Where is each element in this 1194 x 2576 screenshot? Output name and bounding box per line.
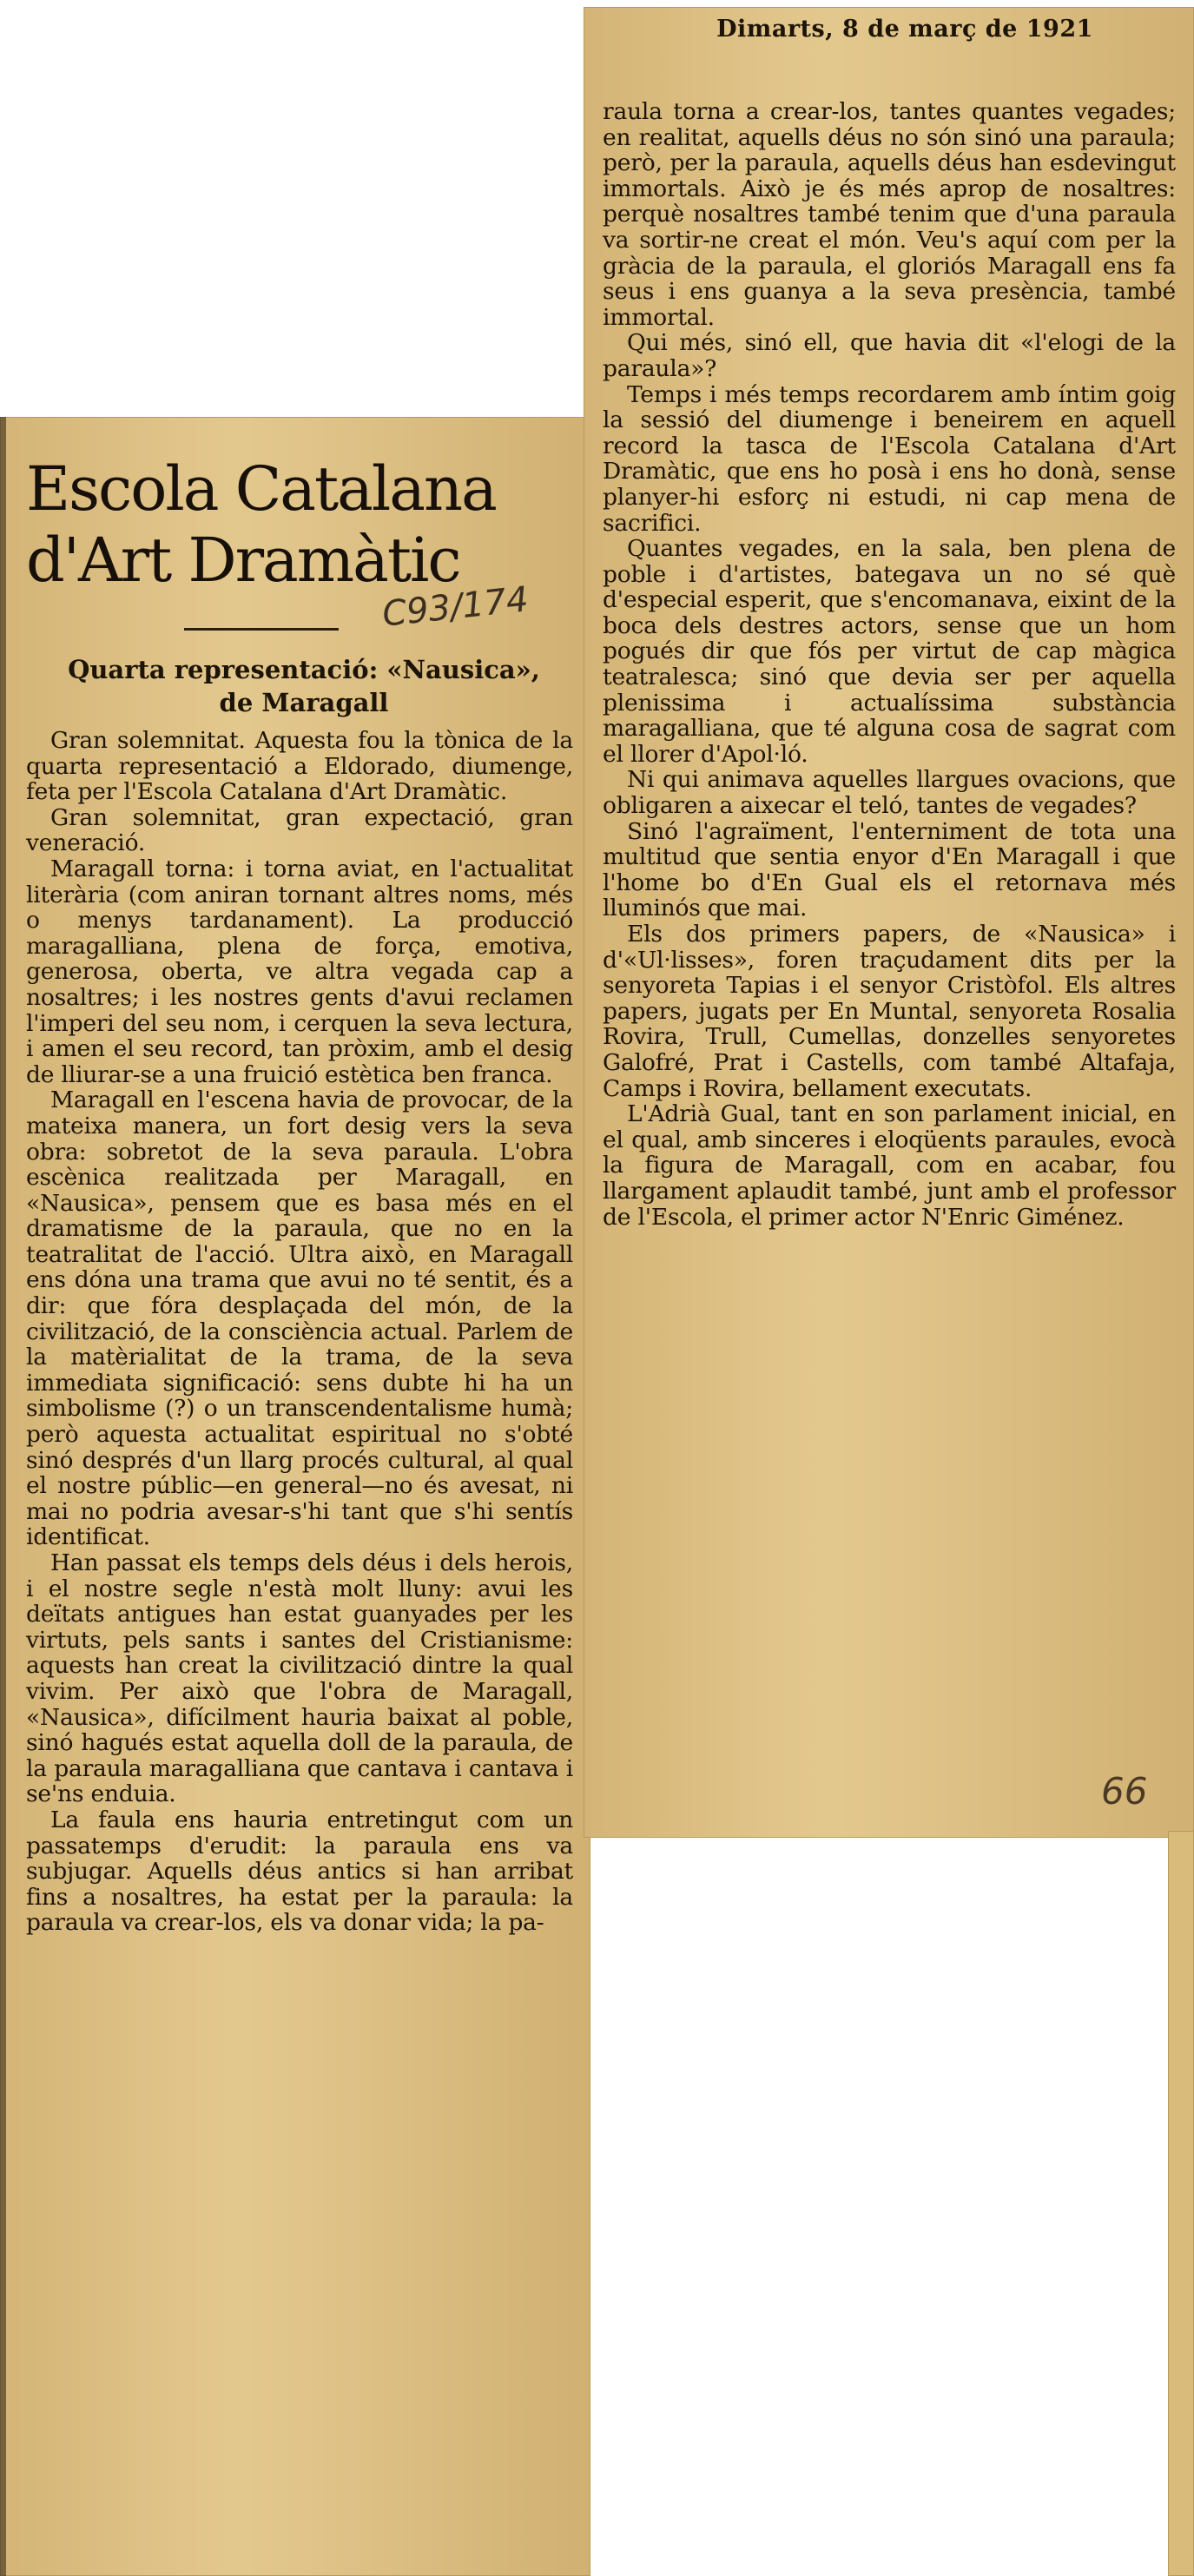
- subheading-line-1: Quarta representació: «Nausica»,: [68, 655, 540, 684]
- headline-line-1: Escola Catalana: [26, 453, 496, 525]
- paragraph: Maragall torna: i torna aviat, en l'actualitat literària (com aniran tornant altres noms, més o menys tardanament). La producció maragalliana, plena de força, emotiva, generosa, oberta, ve altra vegada cap a nosaltres; i les nostres gents d'avui reclamen l'imperi del seu nom, i cerquen la seva lectura, i amen el seu record, tan pròxim, amb el desig de lliurar-se a una fruició estètica ben franca.: [26, 855, 573, 1088]
- paragraph: raula torna a crear-los, tantes quantes vegades; en realitat, aquells déus no són sinó una paraula; però, per la paraula, aquells déus han esdevingut immortals. Això je és més aprop de nosaltres: perquè nosaltres també tenim que d'una paraula va sortir-ne creat el món. Veu's aquí com per la gràcia de la paraula, el gloriós Maragall ens fa seus i ens guanya a la seva presència, també immortal.: [603, 98, 1176, 331]
- paragraph: Gran solemnitat, gran expectació, gran veneració.: [26, 803, 573, 857]
- handwritten-page-number: 66: [1101, 1770, 1148, 1813]
- dateline: Dimarts, 8 de març de 1921: [716, 16, 1093, 43]
- article-clipping-left: [0, 417, 590, 2576]
- paragraph: La faula ens hauria entretingut com un passatemps d'erudit: la paraula ens va subjugar. Aquells déus antics si han arribat fins a nosaltres, ha estat per la paraula: la paraula va crear-los, els va donar vida; la pa-: [26, 1806, 573, 1937]
- paragraph: Han passat els temps dels déus i dels herois, i el nostre segle n'està molt lluny: avui les deïtats antigues han estat guanyades per les virtuts, pels sants i santes del Cristianisme: aquests han creat la civilització dintre la qual vivim. Per això que l'obra de Maragall, «Nausica», difícilment hauria baixat al poble, sinó hagués estat aquella doll de la paraula, de la paraula maragalliana que cantava i cantava i se'ns enduia.: [26, 1549, 573, 1808]
- paragraph: Maragall en l'escena havia de provocar, de la mateixa manera, un fort desig vers la seva obra: sobretot de la seva paraula. L'obra escènica realitzada per Maragall, en «Nausica», pensem que es basa més en el dramatisme de la paraula, que no en la teatralitat de l'acció. Ultra això, en Maragall ens dóna una trama que avui no té sentit, és a dir: que fóra desplaçada del món, de la civilització, de la consciència actual. Parlem de la matèrialitat de la trama, de la seva immediata significació: sens dubte hi ha un simbolisme (?) o un transcendentalisme humà; però aquesta actualitat espiritual no s'obté sinó després d'un llarg procés cultural, al qual el nostre públic—en general—no és avesat, ni mai no podria avesar-s'hi tant que s'hi sentís identificat.: [26, 1087, 573, 1551]
- article-clipping-right: [584, 7, 1194, 1838]
- column-rule: [0, 417, 6, 2576]
- clipping-edge-strip: [1168, 1831, 1194, 2576]
- handwritten-archive-mark: C93/174: [380, 579, 531, 635]
- left-column-text: [26, 728, 573, 1936]
- subheading: [26, 653, 582, 719]
- paragraph: Els dos primers papers, de «Nausica» i d'«Ul·lisses», foren traçudament dits per la senyoreta Tapias i el senyor Cristòfol. Els altres papers, jugats per En Muntal, senyoreta Rosalia Rovira, Trull, Cumellas, donzelles senyoretes Galofré, Prat i Castells, com també Altafaja, Camps i Rovira, bellament executats.: [603, 921, 1176, 1102]
- paragraph: Qui més, sinó ell, que havia dit «l'elogi de la paraula»?: [603, 329, 1176, 382]
- subheading-line-2: de Maragall: [219, 688, 389, 717]
- paragraph: Quantes vegades, en la sala, ben plena de poble i d'artistes, bategava un no sé què d'especial esperit, que s'encomanava, eixint de la boca dels destres actors, sense que un hom pogués dir que fós per virtut de cap màgica teatralesca; sinó que devia ser per aquella plenissima i actualíssima substància maragalliana, que té alguna cosa de sagrat com el llorer d'Apol·ló.: [603, 535, 1176, 768]
- right-column-text: [603, 99, 1176, 1230]
- headline: [26, 453, 582, 596]
- paragraph: Temps i més temps recordarem amb íntim goig la sessió del diumenge i beneirem en aquell record la tasca de l'Escola Catalana d'Art Dramàtic, que ens ho posà i ens ho donà, sense planyer-hi esforç ni estudi, ni cap mena de sacrifici.: [603, 380, 1176, 537]
- paragraph: Ni qui animava aquelles llargues ovacions, que obligaren a aixecar el teló, tantes de vegades?: [603, 766, 1176, 820]
- paragraph: L'Adrià Gual, tant en son parlament inicial, en el qual, amb sinceres i eloqüents paraules, evocà la figura de Maragall, com en acabar, fou llargament aplaudit també, junt amb el professor de l'Escola, el primer actor N'Enric Giménez.: [603, 1100, 1176, 1231]
- headline-line-2: d'Art Dramàtic: [26, 525, 460, 596]
- paragraph: Sinó l'agraïment, l'enterniment de tota una multitud que sentia enyor d'En Maragall i que l'home bo d'En Gual els el retornava més lluminós que mai.: [603, 817, 1176, 922]
- paragraph: Gran solemnitat. Aquesta fou la tònica de la quarta representació a Eldorado, diumenge, feta per l'Escola Catalana d'Art Dramàtic.: [26, 727, 573, 806]
- headline-divider: [184, 628, 339, 631]
